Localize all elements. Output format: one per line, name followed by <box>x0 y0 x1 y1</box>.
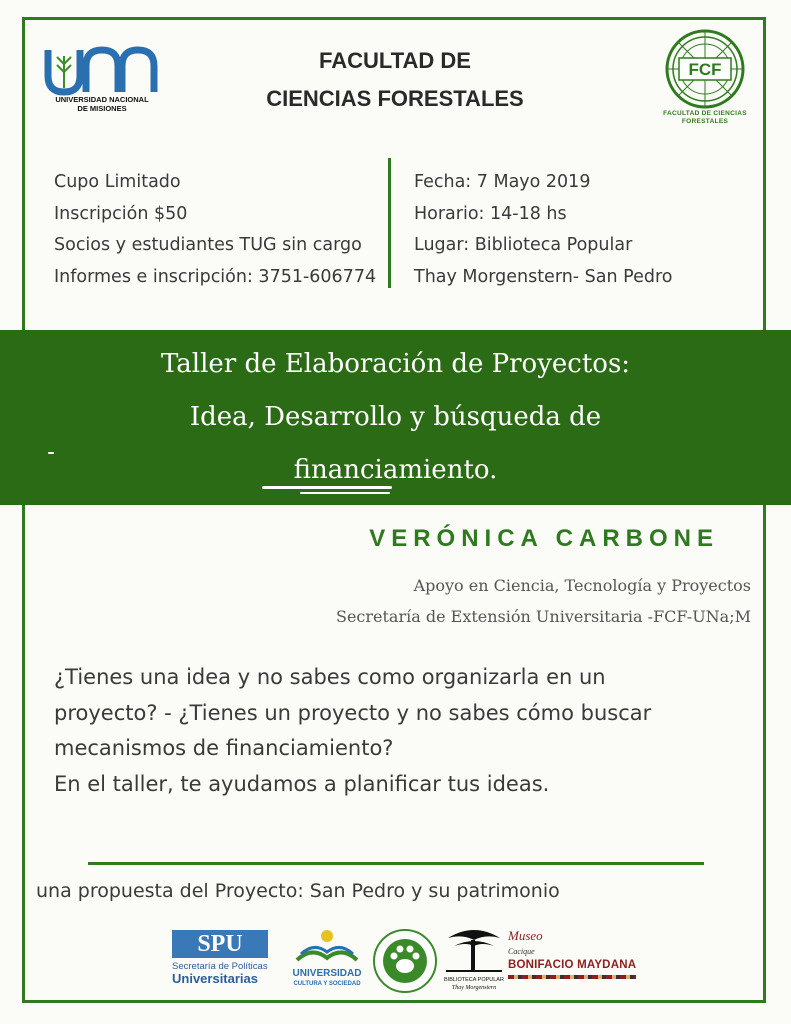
museo-logo <box>508 928 644 992</box>
tree-icon <box>442 924 506 972</box>
museo-logo-line: Cacique <box>508 947 535 956</box>
info-quota: Cupo Limitado <box>54 172 181 192</box>
description-line: En el taller, te ayudamos a planificar tus ideas. <box>54 771 550 796</box>
fcf-caption-line: FACULTAD DE CIENCIAS <box>663 110 747 117</box>
biblioteca-logo-line: BIBLIOTECA POPULAR <box>444 977 504 983</box>
spu-logo-title: SPU <box>172 930 268 958</box>
fcf-logo-text: FCF <box>688 60 722 79</box>
info-venue-location: Thay Morgenstern- San Pedro <box>414 266 673 287</box>
info-left <box>54 167 376 293</box>
workshop-title-line: financiamiento. <box>293 455 498 485</box>
info-contact: Informes e inscripción: 3751-606774 <box>54 266 377 287</box>
museo-logo-line: Museo <box>508 928 543 943</box>
paw-seal-logo <box>372 928 438 994</box>
speaker-role-line: Secretaría de Extensión Universitaria -FCF-UNa;M <box>335 607 751 626</box>
fcf-caption <box>652 110 758 126</box>
biblioteca-logo-line: Thay Morgenstern <box>451 985 497 991</box>
unam-caption-line: DE MISIONES <box>77 104 127 113</box>
info-venue: Lugar: Biblioteca Popular <box>414 235 633 255</box>
speaker-name: VERÓNICA CARBONE <box>369 525 719 552</box>
description-line: proyecto? - ¿Tienes un proyecto y no sabes cómo buscar <box>54 700 652 725</box>
description-line: ¿Tienes una idea y no sabes como organizarla en un <box>54 665 606 689</box>
universidad-logo-line: CULTURA Y SOCIEDAD <box>293 981 361 987</box>
workshop-title-line: Idea, Desarrollo y búsqueda de <box>189 402 602 432</box>
museo-pattern-strip <box>508 975 636 979</box>
footer-rule <box>88 862 704 865</box>
museo-logo-line: BONIFACIO MAYDANA <box>508 959 637 971</box>
speaker-role <box>336 570 751 632</box>
spu-logo-line: Universitarias <box>172 971 258 986</box>
info-members: Socios y estudiantes TUG sin cargo <box>54 235 362 255</box>
description <box>54 660 754 802</box>
page-frame <box>22 17 766 1003</box>
faculty-title-line: CIENCIAS FORESTALES <box>266 86 524 111</box>
workshop-title <box>0 338 791 497</box>
proposal-text: una propuesta del Proyecto: San Pedro y su patrimonio <box>36 880 560 902</box>
fcf-logo <box>664 28 746 110</box>
biblioteca-logo <box>442 924 506 994</box>
spu-logo <box>172 930 272 992</box>
workshop-title-line: Taller de Elaboración de Proyectos: <box>160 349 631 379</box>
info-date: Fecha: 7 Mayo 2019 <box>414 172 591 192</box>
unam-caption-line: UNIVERSIDAD NACIONAL <box>55 95 149 104</box>
unam-caption <box>42 95 162 113</box>
description-line: mecanismos de financiamiento? <box>54 736 394 760</box>
info-divider <box>388 158 391 288</box>
faculty-title <box>200 42 590 118</box>
info-time: Horario: 14-18 hs <box>414 203 567 224</box>
info-fee: Inscripción $50 <box>54 203 188 224</box>
book-icon <box>287 928 367 964</box>
universidad-cultura-logo <box>287 928 367 994</box>
speaker-role-line: Apoyo en Ciencia, Tecnología y Proyectos <box>413 576 751 595</box>
spu-logo-line: Secretaría de Políticas <box>172 961 268 972</box>
universidad-logo-line: UNIVERSIDAD <box>292 968 362 979</box>
faculty-title-line: FACULTAD DE <box>319 48 471 73</box>
info-right <box>414 167 673 293</box>
fcf-caption-line: FORESTALES <box>681 118 729 125</box>
